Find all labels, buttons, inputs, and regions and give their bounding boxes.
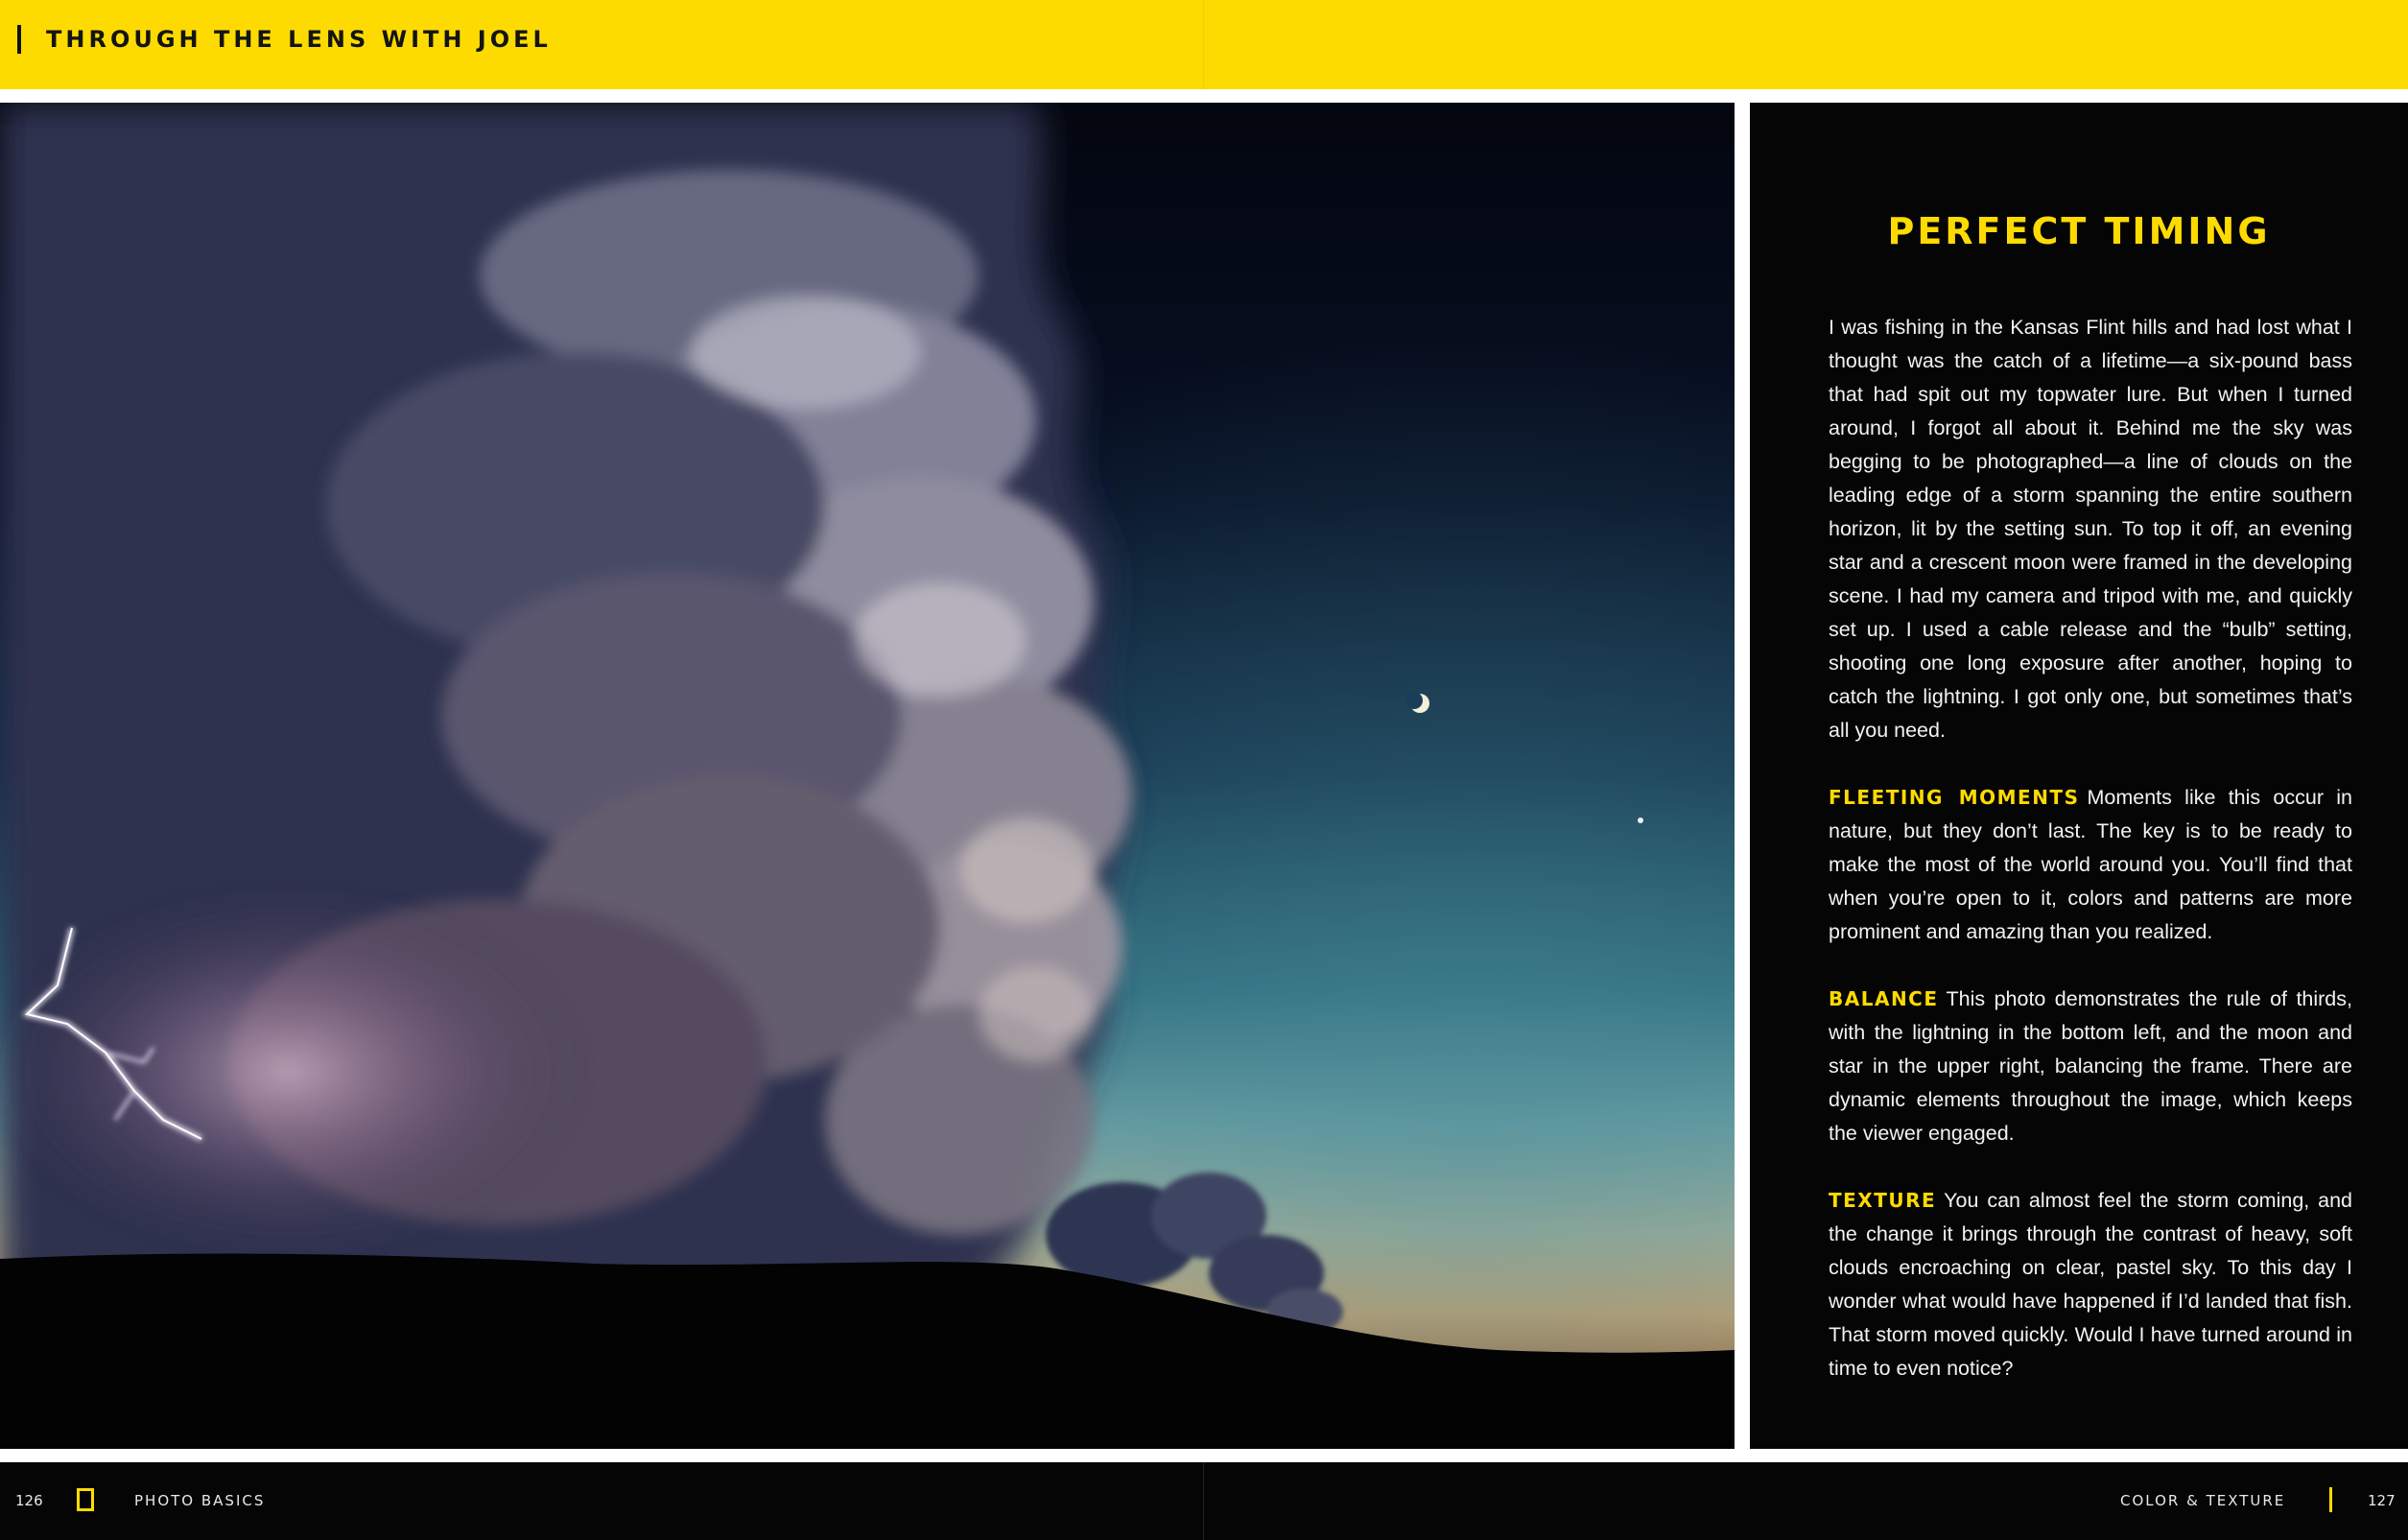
section-heading: BALANCE [1829, 987, 1939, 1010]
section-body: You can almost feel the storm coming, and the change it brings through the contrast of heavy, soft clouds encroaching on clear, pastel sky. To this day I wonder what would have happened if I’d landed that fish. That storm moved quickly. Would I have turned around in time to even notice? [1829, 1189, 2352, 1380]
section-body: Moments like this occur in nature, but they don’t last. The key is to be ready to make the most of the world around you. You’ll find that when you’re open to it, colors and patterns are more prominent and amazing than you realized. [1829, 786, 2352, 943]
page-footer [0, 1462, 2408, 1540]
section-fleeting-moments [1829, 781, 2352, 949]
right-page-number: 127 [2368, 1492, 2396, 1509]
right-section-label: COLOR & TEXTURE [2120, 1492, 2286, 1509]
page-gutter [1203, 1462, 1204, 1540]
sidebar-article [1750, 103, 2408, 1449]
section-heading: TEXTURE [1829, 1189, 1937, 1212]
left-section-label: PHOTO BASICS [134, 1492, 266, 1509]
left-page-number: 126 [15, 1492, 43, 1509]
storm-photograph [0, 103, 1735, 1449]
footer-rule [2329, 1487, 2332, 1512]
running-header [0, 0, 2408, 89]
section-balance [1829, 983, 2352, 1150]
article-body [1829, 311, 2352, 1419]
section-title: THROUGH THE LENS WITH JOEL [46, 26, 552, 53]
header-rule [17, 25, 21, 54]
intro-paragraph: I was fishing in the Kansas Flint hills and had lost what I thought was the catch of a lifetime—a six-pound bass that had spit out my topwater lure. But when I turned around, I forgot all about it. Behind me the sky was begging to be photographed—a line of clouds on the leading edge of a storm spanning the entire southern horizon, lit by the setting sun. To top it off, an evening star and a crescent moon were framed in the developing scene. I had my camera and tripod with me, and quickly set up. I used a cable release and the “bulb” setting, shooting one long exposure after another, hoping to catch the lightning. I got only one, but sometimes that’s all you need. [1829, 316, 2352, 742]
section-heading: FLEETING MOMENTS [1829, 786, 2080, 809]
yellow-border-logo-icon [77, 1488, 94, 1511]
section-body: This photo demonstrates the rule of thirds, with the lightning in the bottom left, and the moon and star in the upper right, balancing the frame. There are dynamic elements throughout the image, which keeps the viewer engaged. [1829, 987, 2352, 1145]
page-gutter [1203, 0, 1204, 89]
article-title: PERFECT TIMING [1887, 210, 2271, 252]
section-texture [1829, 1184, 2352, 1386]
